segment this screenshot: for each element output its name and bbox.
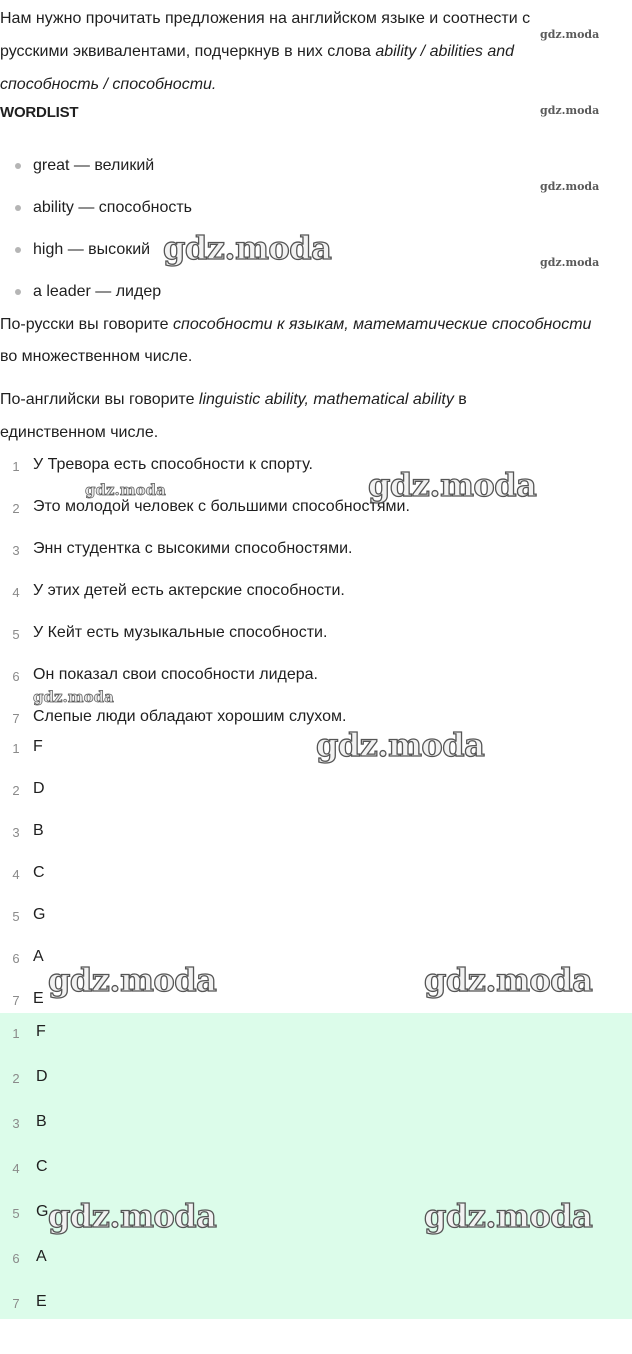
note-russian-2: во множественном числе. xyxy=(0,348,193,365)
answer-letter: B xyxy=(33,822,44,839)
watermark: gdz.moda xyxy=(368,466,537,504)
intro-keywords-ru: способность / способности. xyxy=(0,76,217,93)
item-number: 4 xyxy=(12,585,20,600)
answer-box xyxy=(0,1013,632,1319)
item-number: 5 xyxy=(12,627,20,642)
watermark: gdz.moda xyxy=(316,726,485,764)
answer-letter: C xyxy=(36,1158,48,1175)
note-english-c: в xyxy=(453,391,467,408)
watermark: gdz.moda xyxy=(48,1197,217,1235)
watermark: gdz.moda xyxy=(424,1197,593,1235)
answer-letter: F xyxy=(36,1023,46,1040)
item-number: 3 xyxy=(12,825,20,840)
answer-letter: D xyxy=(36,1068,48,1085)
item-number: 5 xyxy=(12,909,20,924)
watermark: gdz.moda xyxy=(540,28,600,41)
sentence-text: У Тревора есть способности к спорту. xyxy=(33,456,313,473)
answer-letter: E xyxy=(36,1293,47,1310)
intro-keywords: ability / abilities and xyxy=(375,43,515,60)
intro-line-1: Нам нужно прочитать предложения на английском языке и соотнести с xyxy=(0,10,531,27)
intro-line-2 xyxy=(0,35,632,68)
item-number: 4 xyxy=(12,867,20,882)
item-number: 1 xyxy=(12,459,20,474)
sentence-text: Он показал свои способности лидера. xyxy=(33,666,318,683)
sentence-text: Слепые люди обладают хорошим слухом. xyxy=(33,708,347,725)
item-number: 2 xyxy=(12,1071,20,1086)
note-russian-a: По-русски вы говорите xyxy=(0,316,174,333)
watermark: gdz.moda xyxy=(163,229,332,267)
sentence-text: У Кейт есть музыкальные способности. xyxy=(33,624,328,641)
bullet-icon xyxy=(15,205,21,211)
watermark: gdz.moda xyxy=(540,104,600,117)
bullet-icon xyxy=(15,289,21,295)
item-number: 2 xyxy=(12,783,20,798)
wordlist-item: great — великий xyxy=(33,157,155,174)
wordlist-item: ability — способность xyxy=(33,199,192,216)
answer-letter: D xyxy=(33,780,45,797)
answer-letter: G xyxy=(36,1203,49,1220)
wordlist-item: a leader — лидер xyxy=(33,283,162,300)
watermark: gdz.moda xyxy=(85,481,166,499)
answer-letter: C xyxy=(33,864,45,881)
watermark: gdz.moda xyxy=(33,688,114,706)
watermark: gdz.moda xyxy=(540,180,600,193)
item-number: 1 xyxy=(12,1026,20,1041)
item-number: 7 xyxy=(12,711,20,726)
answer-letter: E xyxy=(33,990,44,1007)
sentence-text: Это молодой человек с большими способностями. xyxy=(33,498,410,515)
bullet-icon xyxy=(15,247,21,253)
note-english-a: По-английски вы говорите xyxy=(0,391,199,408)
item-number: 5 xyxy=(12,1206,20,1221)
answer-letter: B xyxy=(36,1113,47,1130)
item-number: 6 xyxy=(12,669,20,684)
item-number: 2 xyxy=(12,501,20,516)
note-russian-b: способности к языкам, математические способности xyxy=(173,316,592,333)
item-number: 7 xyxy=(12,993,20,1008)
wordlist-item: high — высокий xyxy=(33,241,151,258)
answer-letter: F xyxy=(33,738,43,755)
answer-letter: A xyxy=(33,948,44,965)
item-number: 4 xyxy=(12,1161,20,1176)
item-number: 6 xyxy=(12,951,20,966)
note-english xyxy=(0,383,632,416)
bullet-icon xyxy=(15,163,21,169)
watermark: gdz.moda xyxy=(424,961,593,999)
item-number: 1 xyxy=(12,741,20,756)
note-russian xyxy=(0,308,632,341)
note-english-2: единственном числе. xyxy=(0,424,159,441)
wordlist-heading: WORDLIST xyxy=(0,104,79,121)
watermark: gdz.moda xyxy=(540,256,600,269)
item-number: 3 xyxy=(12,1116,20,1131)
sentence-text: У этих детей есть актерские способности. xyxy=(33,582,345,599)
item-number: 6 xyxy=(12,1251,20,1266)
sentence-text: Энн студентка с высокими способностями. xyxy=(33,540,353,557)
watermark: gdz.moda xyxy=(48,961,217,999)
intro-line-2-text: русскими эквивалентами, подчеркнув в них слова xyxy=(0,43,376,60)
answer-letter: G xyxy=(33,906,46,923)
item-number: 3 xyxy=(12,543,20,558)
note-english-b: linguistic ability, mathematical ability xyxy=(198,391,454,408)
answer-letter: A xyxy=(36,1248,47,1265)
intro-line-3 xyxy=(0,68,632,101)
item-number: 7 xyxy=(12,1296,20,1311)
